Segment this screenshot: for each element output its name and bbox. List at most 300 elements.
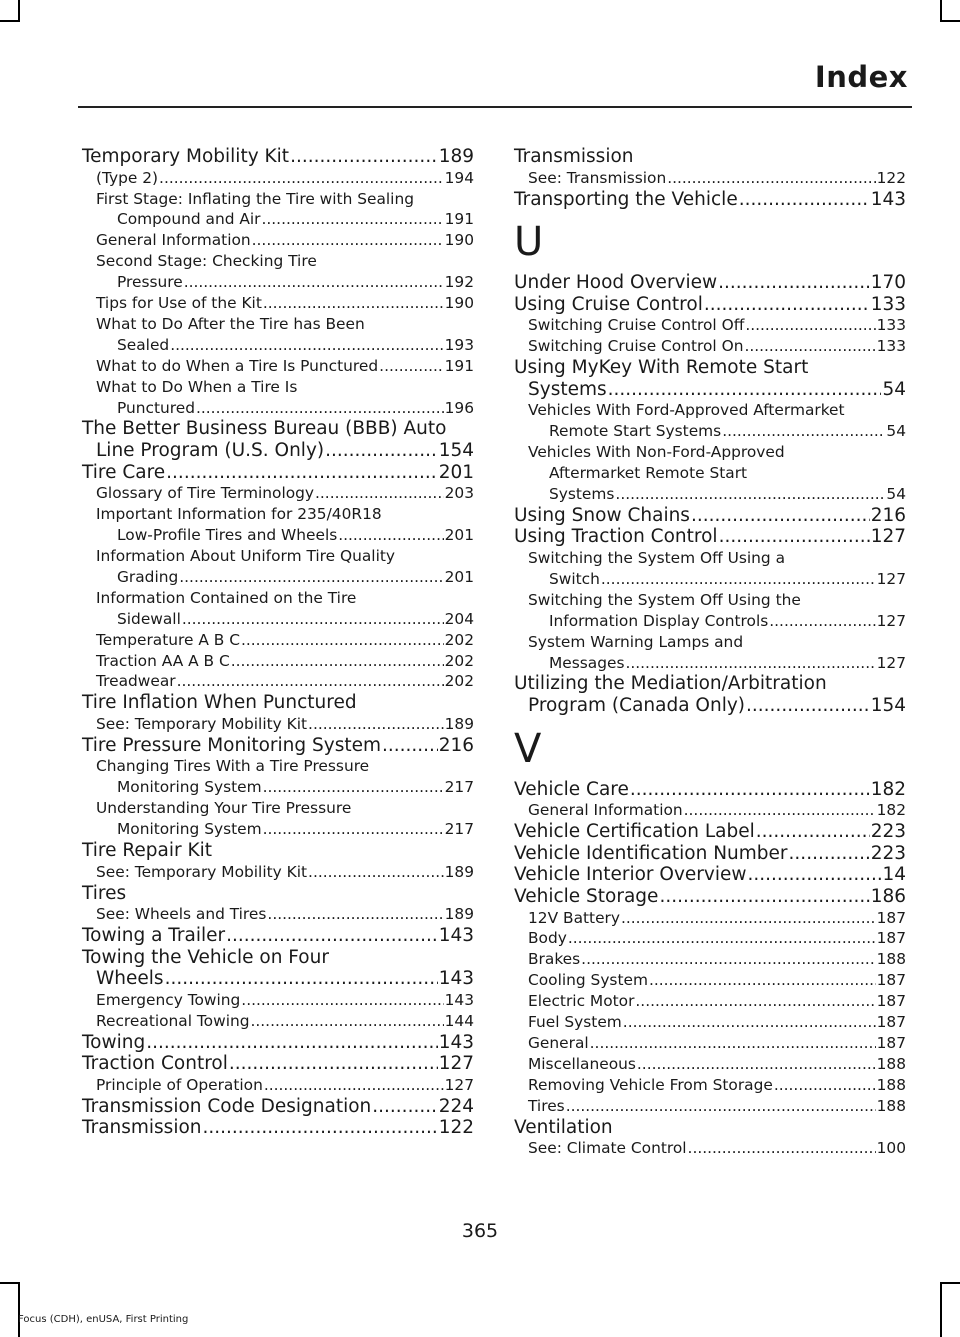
index-section-letter: V xyxy=(514,725,542,772)
page-reference[interactable]: 187 xyxy=(876,908,906,927)
index-entry xyxy=(82,1117,474,1139)
page-reference[interactable]: 201 xyxy=(444,567,474,586)
page-reference[interactable]: 216 xyxy=(438,734,474,756)
index-subentry xyxy=(82,798,474,840)
crop-mark xyxy=(940,20,960,22)
index-subentry xyxy=(82,651,474,672)
page-reference[interactable]: 224 xyxy=(438,1095,474,1117)
page-reference[interactable]: 217 xyxy=(444,778,474,797)
crop-mark xyxy=(940,0,942,22)
crop-mark xyxy=(940,1282,942,1337)
entry-text: Low-Profile Tires and Wheels xyxy=(117,526,338,545)
dot-leader xyxy=(568,928,876,949)
entry-text: Changing Tires With a Tire Pressure xyxy=(96,757,370,776)
entry-text: Vehicle Certification Label xyxy=(514,821,755,843)
page-reference[interactable]: 202 xyxy=(444,651,474,670)
entry-text: Vehicles With Non-Ford-Approved xyxy=(528,443,785,462)
index-entry xyxy=(82,1032,474,1054)
dot-leader xyxy=(608,379,882,401)
crop-mark xyxy=(0,20,20,22)
page-reference[interactable]: 54 xyxy=(882,378,906,400)
dot-leader xyxy=(635,991,875,1012)
dot-leader xyxy=(267,904,443,925)
dot-leader xyxy=(789,843,870,865)
index-subentry xyxy=(514,1033,906,1054)
footer-note: Focus (CDH), enUSA, First Printing xyxy=(18,1314,189,1325)
index-subentry xyxy=(82,168,474,189)
index-subentry xyxy=(82,862,474,883)
page-reference[interactable]: 202 xyxy=(444,630,474,649)
entry-text: What to do When a Tire Is Punctured xyxy=(96,356,379,375)
entry-text: General xyxy=(528,1033,589,1052)
index-subentry xyxy=(514,991,906,1012)
page-reference[interactable]: 188 xyxy=(876,1054,906,1073)
index-subentry xyxy=(82,546,474,588)
page-reference[interactable]: 189 xyxy=(444,905,474,924)
dot-leader xyxy=(719,526,870,548)
index-subentry xyxy=(514,442,906,505)
entry-text: Monitoring System xyxy=(117,778,262,797)
page-reference[interactable]: 187 xyxy=(876,992,906,1011)
entry-text: Systems xyxy=(549,484,615,503)
crop-mark xyxy=(0,1282,20,1284)
dot-leader xyxy=(264,1075,444,1096)
dot-leader xyxy=(146,1032,437,1054)
page-reference[interactable]: 190 xyxy=(444,231,474,250)
page-reference[interactable]: 154 xyxy=(870,695,906,717)
dot-leader xyxy=(615,484,885,505)
page-reference[interactable]: 127 xyxy=(444,1075,474,1094)
page-reference[interactable]: 223 xyxy=(870,842,906,864)
dot-leader xyxy=(251,1011,444,1032)
index-subentry xyxy=(82,904,474,925)
dot-leader xyxy=(159,168,444,189)
crop-mark xyxy=(940,1282,960,1284)
dot-leader xyxy=(263,819,444,840)
page-title: Index xyxy=(814,60,908,94)
entry-text: Miscellaneous xyxy=(528,1054,636,1073)
index-subentry xyxy=(514,315,906,336)
entry-text: Monitoring System xyxy=(117,820,262,839)
entry-text: Towing the Vehicle on Four xyxy=(82,946,329,968)
entry-text: Brakes xyxy=(528,950,581,969)
entry-text: See: Wheels and Tires xyxy=(96,905,267,924)
entry-text: Information Display Controls xyxy=(549,611,769,630)
entry-text: Using Traction Control xyxy=(514,526,718,548)
entry-text: 12V Battery xyxy=(528,908,620,927)
entry-text: Tire Care xyxy=(82,461,166,483)
dot-leader xyxy=(581,949,875,970)
page-reference[interactable]: 122 xyxy=(876,168,906,187)
entry-text: Vehicle Identification Number xyxy=(514,842,788,864)
page-reference[interactable]: 170 xyxy=(870,272,906,294)
index-subentry xyxy=(514,336,906,357)
entry-text: Vehicle Care xyxy=(514,778,629,800)
entry-text: Treadwear xyxy=(96,672,176,691)
page-reference[interactable]: 143 xyxy=(444,990,474,1009)
entry-text: Transmission xyxy=(82,1117,202,1139)
index-column-left xyxy=(82,146,474,1139)
page-reference[interactable]: 54 xyxy=(886,484,906,503)
entry-text: Under Hood Overview xyxy=(514,272,718,294)
page-number: 365 xyxy=(461,1220,499,1242)
page-reference[interactable]: 190 xyxy=(444,294,474,313)
index-column-right xyxy=(514,146,906,1159)
index-subentry xyxy=(82,630,474,651)
index-subentry xyxy=(82,714,474,735)
entry-text: Vehicle Storage xyxy=(514,885,659,907)
entry-text: Electric Motor xyxy=(528,992,635,1011)
index-subentry xyxy=(514,1138,906,1159)
page-reference[interactable]: 216 xyxy=(870,504,906,526)
entry-text: Using Snow Chains xyxy=(514,504,690,526)
page-reference[interactable]: 201 xyxy=(444,526,474,545)
entry-text: Tips for Use of the Kit xyxy=(96,294,262,313)
page-reference[interactable]: 187 xyxy=(876,1033,906,1052)
entry-text: Vehicle Interior Overview xyxy=(514,864,747,886)
entry-text: Compound and Air xyxy=(117,210,261,229)
entry-text: Information Contained on the Tire xyxy=(96,588,357,607)
entry-text: Systems xyxy=(528,378,607,400)
entry-text: Tire Pressure Monitoring System xyxy=(82,734,382,756)
entry-text: Switching the System Off Using the xyxy=(528,590,801,609)
dot-leader xyxy=(601,569,876,590)
entry-text: Transporting the Vehicle xyxy=(514,188,738,210)
entry-text: Program (Canada Only) xyxy=(528,695,746,717)
page-reference[interactable]: 187 xyxy=(876,971,906,990)
dot-leader xyxy=(263,293,444,314)
entry-text: Important Information for 235/40R18 xyxy=(96,505,382,524)
dot-leader xyxy=(744,336,875,357)
index-subentry xyxy=(82,990,474,1011)
page-reference[interactable]: 143 xyxy=(438,968,474,990)
page-reference[interactable]: 122 xyxy=(438,1117,474,1139)
index-entry xyxy=(82,692,474,714)
index-subentry xyxy=(514,908,906,929)
entry-text: Switching Cruise Control Off xyxy=(528,316,745,335)
dot-leader xyxy=(756,821,870,843)
dot-leader xyxy=(774,1075,876,1096)
dot-leader xyxy=(566,1096,876,1117)
page-reference[interactable]: 127 xyxy=(438,1053,474,1075)
page-reference[interactable]: 189 xyxy=(444,862,474,881)
entry-text: Traction Control xyxy=(82,1053,228,1075)
entry-text: Grading xyxy=(117,567,179,586)
page-reference[interactable]: 201 xyxy=(438,461,474,483)
entry-text: Transmission Code Designation xyxy=(82,1095,372,1117)
index-entry xyxy=(514,526,906,548)
index-subentry xyxy=(514,632,906,674)
entry-text: Second Stage: Checking Tire xyxy=(96,252,317,271)
crop-mark xyxy=(18,1282,20,1337)
entry-text: Ventilation xyxy=(514,1116,613,1138)
index-subentry xyxy=(82,504,474,546)
entry-text: Remote Start Systems xyxy=(549,422,722,441)
entry-text: Removing Vehicle From Storage xyxy=(528,1075,773,1094)
entry-text: What to Do After the Tire has Been xyxy=(96,314,365,333)
index-entry xyxy=(514,843,906,865)
entry-text: Switch xyxy=(549,569,600,588)
entry-text: Switching the System Off Using a xyxy=(528,549,786,567)
index-entry xyxy=(514,505,906,527)
dot-leader xyxy=(372,1096,437,1118)
page-reference[interactable]: 203 xyxy=(444,484,474,503)
dot-leader xyxy=(290,146,438,168)
index-subentry xyxy=(82,293,474,314)
page-reference[interactable]: 196 xyxy=(444,398,474,417)
entry-text: Glossary of Tire Terminology xyxy=(96,484,315,503)
page-reference[interactable]: 133 xyxy=(870,293,906,315)
index-entry xyxy=(514,886,906,908)
page-reference[interactable]: 191 xyxy=(444,210,474,229)
page-reference[interactable]: 154 xyxy=(438,440,474,462)
entry-text: Punctured xyxy=(117,398,195,417)
page-reference[interactable]: 54 xyxy=(886,422,906,441)
index-subentry xyxy=(82,189,474,231)
entry-text: First Stage: Inflating the Tire with Sealing xyxy=(96,189,414,208)
index-subentry xyxy=(82,251,474,293)
page-reference[interactable]: 144 xyxy=(444,1011,474,1030)
dot-leader xyxy=(308,714,444,735)
index-entry xyxy=(82,418,474,461)
page-reference[interactable]: 188 xyxy=(876,950,906,969)
dot-leader xyxy=(262,209,444,230)
index-subentry xyxy=(514,949,906,970)
index-entry xyxy=(82,840,474,862)
dot-leader xyxy=(748,864,882,886)
index-subentry xyxy=(82,356,474,377)
entry-text: Wheels xyxy=(96,968,164,990)
entry-text: Messages xyxy=(549,653,625,672)
dot-leader xyxy=(203,1117,438,1139)
dot-leader xyxy=(263,777,444,798)
entry-text: Information About Uniform Tire Quality xyxy=(96,546,395,565)
index-entry xyxy=(82,947,474,990)
page-reference[interactable]: 187 xyxy=(876,929,906,948)
entry-text: The Better Business Bureau (BBB) Auto xyxy=(82,418,447,440)
index-subentry xyxy=(82,483,474,504)
dot-leader xyxy=(625,653,875,674)
entry-text: Sealed xyxy=(117,335,170,354)
index-subentry xyxy=(82,588,474,630)
entry-text: System Warning Lamps and xyxy=(528,632,744,651)
page-reference[interactable]: 143 xyxy=(438,1031,474,1053)
index-entry xyxy=(514,673,906,716)
dot-leader xyxy=(649,970,876,991)
index-entry xyxy=(514,294,906,316)
entry-text: See: Temporary Mobility Kit xyxy=(96,714,308,733)
entry-text: Understanding Your Tire Pressure xyxy=(96,799,352,818)
dot-leader xyxy=(746,695,870,717)
entry-text: Body xyxy=(528,929,567,948)
entry-text: General Information xyxy=(96,231,251,250)
index-subentry xyxy=(514,1054,906,1075)
dot-leader xyxy=(241,990,443,1011)
dot-leader xyxy=(308,862,444,883)
entry-text: Vehicles With Ford-Approved Aftermarket xyxy=(528,401,845,420)
entry-text: Tire Repair Kit xyxy=(82,840,212,862)
entry-text: Tires xyxy=(82,882,127,904)
page-reference[interactable]: 127 xyxy=(876,611,906,630)
dot-leader xyxy=(691,505,870,527)
index-entry xyxy=(514,146,906,168)
index-subentry xyxy=(514,800,906,821)
index-entry xyxy=(82,1096,474,1118)
dot-leader xyxy=(229,1053,438,1075)
entry-text: See: Transmission xyxy=(528,168,667,187)
index-subentry xyxy=(82,314,474,356)
page-reference[interactable]: 194 xyxy=(444,168,474,187)
dot-leader xyxy=(196,398,444,419)
entry-text: Temporary Mobility Kit xyxy=(82,146,290,167)
index-entry xyxy=(514,272,906,294)
index-subentry xyxy=(82,377,474,419)
index-entry xyxy=(514,1117,906,1139)
page-reference[interactable]: 187 xyxy=(876,1013,906,1032)
index-subentry xyxy=(514,1012,906,1033)
dot-leader xyxy=(623,1012,876,1033)
dot-leader xyxy=(177,671,444,692)
index-subentry xyxy=(514,970,906,991)
entry-text: Cooling System xyxy=(528,971,648,990)
index-subentry xyxy=(82,230,474,251)
crop-mark xyxy=(18,0,20,22)
page-reference[interactable]: 100 xyxy=(876,1139,906,1158)
entry-text: Utilizing the Mediation/Arbitration xyxy=(514,673,827,695)
page-reference[interactable]: 143 xyxy=(870,188,906,210)
dot-leader xyxy=(182,609,444,630)
dot-leader xyxy=(745,315,875,336)
page-reference[interactable]: 188 xyxy=(876,1075,906,1094)
entry-text: Aftermarket Remote Start xyxy=(549,464,748,482)
index-entry xyxy=(82,925,474,947)
page-reference[interactable]: 182 xyxy=(870,778,906,800)
index-subentry xyxy=(514,590,906,632)
entry-text: Temperature A B C xyxy=(96,630,240,649)
dot-leader xyxy=(325,440,438,462)
dot-leader xyxy=(231,651,444,672)
entry-text: Switching Cruise Control On xyxy=(528,337,744,356)
index-subentry xyxy=(514,168,906,189)
entry-text: Fuel System xyxy=(528,1013,622,1032)
dot-leader xyxy=(722,421,885,442)
page-reference[interactable]: 14 xyxy=(882,864,906,886)
index-subentry xyxy=(82,671,474,692)
dot-leader xyxy=(659,886,869,908)
page-reference[interactable]: 127 xyxy=(870,526,906,548)
entry-text: What to Do When a Tire Is xyxy=(96,377,298,396)
index-entry xyxy=(514,357,906,400)
index-entry xyxy=(82,883,474,905)
page-reference[interactable]: 191 xyxy=(444,356,474,375)
entry-text: See: Temporary Mobility Kit xyxy=(96,862,308,881)
header-divider xyxy=(78,106,912,108)
index-entry xyxy=(82,146,474,168)
index-entry xyxy=(82,735,474,757)
dot-leader xyxy=(241,630,444,651)
dot-leader xyxy=(165,968,438,990)
page-reference[interactable]: 192 xyxy=(444,273,474,292)
index-entry xyxy=(82,1053,474,1075)
page-reference[interactable]: 188 xyxy=(876,1096,906,1115)
dot-leader xyxy=(684,800,876,821)
dot-leader xyxy=(590,1033,876,1054)
dot-leader xyxy=(170,335,443,356)
page-reference[interactable]: 193 xyxy=(444,335,474,354)
entry-text: Line Program (U.S. Only) xyxy=(96,440,325,462)
index-subentry xyxy=(82,1011,474,1032)
index-subentry xyxy=(514,1075,906,1096)
dot-leader xyxy=(379,356,443,377)
page-reference[interactable]: 189 xyxy=(438,146,474,167)
page-reference[interactable]: 223 xyxy=(870,821,906,843)
index-entry xyxy=(514,189,906,211)
index-section-letter: U xyxy=(514,219,544,266)
page-reference[interactable]: 133 xyxy=(876,337,906,356)
index-subentry xyxy=(82,756,474,798)
dot-leader xyxy=(688,1138,876,1159)
page-reference[interactable]: 127 xyxy=(876,569,906,588)
page-reference[interactable]: 133 xyxy=(876,316,906,335)
dot-leader xyxy=(630,779,870,801)
page-reference[interactable]: 143 xyxy=(438,925,474,947)
dot-leader xyxy=(315,483,444,504)
index-subentry xyxy=(514,400,906,442)
page-reference[interactable]: 217 xyxy=(444,820,474,839)
entry-text: Recreational Towing xyxy=(96,1011,250,1030)
entry-text: Tire Inflation When Punctured xyxy=(82,692,357,714)
page-reference[interactable]: 186 xyxy=(870,885,906,907)
index-entry xyxy=(514,864,906,886)
index-entry xyxy=(514,821,906,843)
entry-text: Transmission xyxy=(514,146,634,167)
entry-text: (Type 2) xyxy=(96,168,159,187)
page-reference[interactable]: 189 xyxy=(444,714,474,733)
entry-text: Tires xyxy=(528,1096,565,1115)
dot-leader xyxy=(226,925,438,947)
page-reference[interactable]: 182 xyxy=(876,801,906,820)
entry-text: See: Climate Control xyxy=(528,1139,687,1158)
index-entry xyxy=(82,462,474,484)
dot-leader xyxy=(718,272,870,294)
dot-leader xyxy=(637,1054,876,1075)
entry-text: Emergency Towing xyxy=(96,990,241,1009)
page-reference[interactable]: 204 xyxy=(444,609,474,628)
dot-leader xyxy=(667,168,875,189)
entry-text: Sidewall xyxy=(117,609,181,628)
entry-text: Principle of Operation xyxy=(96,1075,263,1094)
dot-leader xyxy=(179,567,443,588)
page-reference[interactable]: 202 xyxy=(444,672,474,691)
index-subentry xyxy=(514,928,906,949)
index-subentry xyxy=(514,1096,906,1117)
page-reference[interactable]: 127 xyxy=(876,653,906,672)
dot-leader xyxy=(739,189,870,211)
dot-leader xyxy=(184,272,444,293)
index-subentry xyxy=(82,1075,474,1096)
dot-leader xyxy=(382,735,438,757)
dot-leader xyxy=(252,230,444,251)
dot-leader xyxy=(704,294,870,316)
entry-text: Pressure xyxy=(117,273,183,292)
entry-text: Towing a Trailer xyxy=(82,925,226,947)
entry-text: Using Cruise Control xyxy=(514,293,703,315)
entry-text: Traction AA A B C xyxy=(96,651,230,670)
index-entry xyxy=(514,779,906,801)
index-subentry xyxy=(514,548,906,590)
entry-text: General Information xyxy=(528,801,683,820)
entry-text: Using MyKey With Remote Start xyxy=(514,357,809,379)
